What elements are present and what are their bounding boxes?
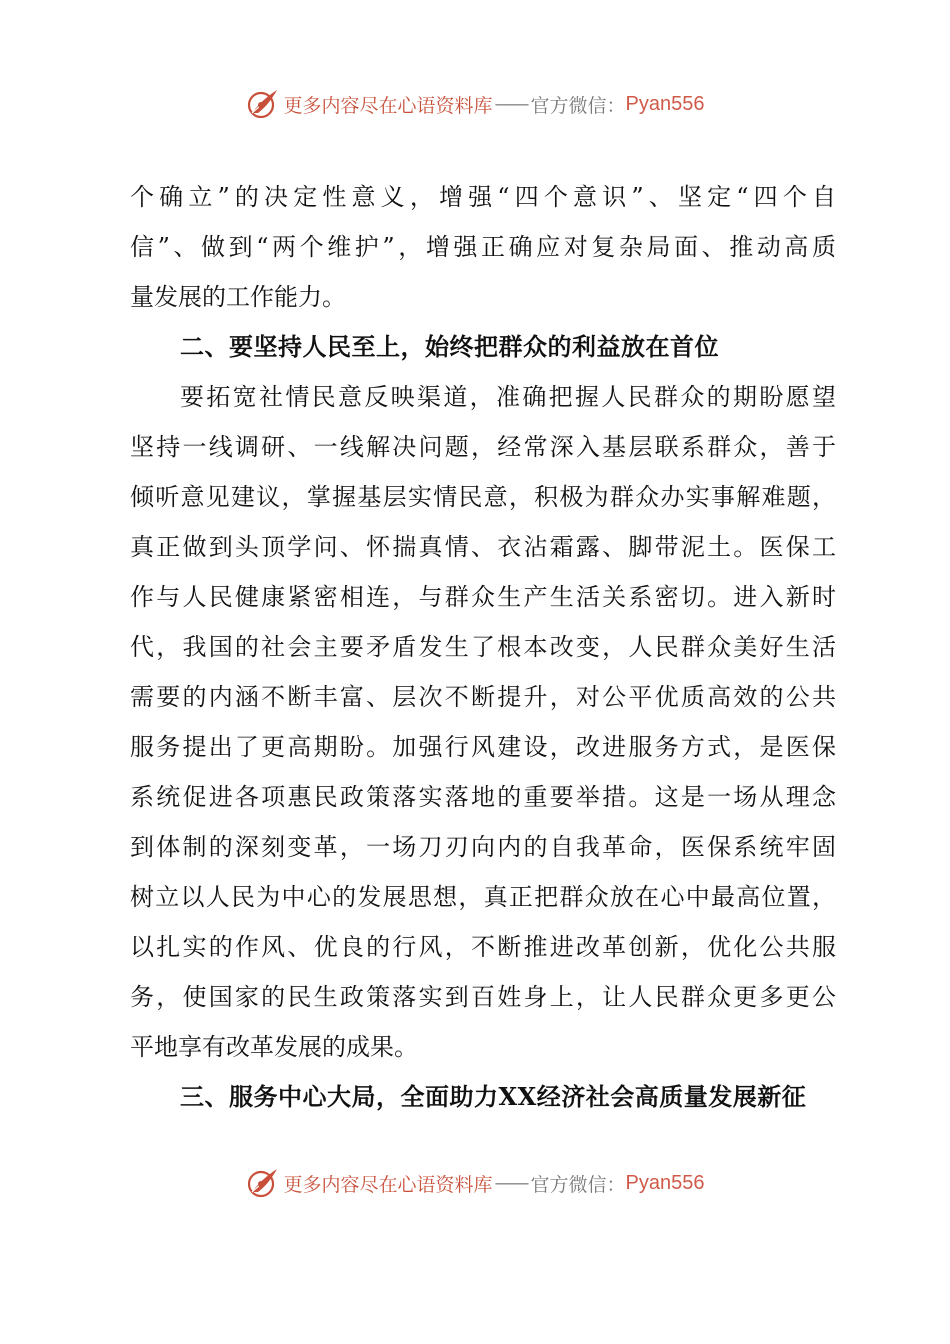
section-heading-3: 三、服务中心大局，全面助力XX经济社会高质量发展新征 [180, 1082, 807, 1111]
text-line: 倾听意见建议，掌握基层实情民意，积极为群众办实事解难题， [130, 483, 836, 511]
header-banner [0, 84, 950, 124]
text-line: 以扎实的作风、优良的行风，不断推进改革创新，优化公共服 [130, 933, 836, 961]
footer-wechat-label: 官方微信： [530, 1173, 626, 1196]
footer-banner [0, 1163, 950, 1203]
text-line: 个确立”的决定性意义，增强“四个意识”、坚定“四个自 [130, 183, 836, 211]
text-line: 坚持一线调研、一线解决问题，经常深入基层联系群众，善于 [130, 433, 836, 461]
text-line: 树立以人民为中心的发展思想，真正把群众放在心中最高位置， [130, 883, 836, 911]
text-line: 作与人民健康紧密相连，与群众生产生活关系密切。进入新时 [130, 583, 836, 611]
text-line: 服务提出了更高期盼。加强行风建设，改进服务方式，是医保 [130, 733, 836, 761]
footer-wechat-id: Pyan556 [625, 1171, 705, 1194]
quill-logo-icon [246, 1166, 280, 1200]
quill-logo-icon [246, 87, 280, 121]
text-line: 平地享有改革发展的成果。 [130, 1033, 418, 1061]
text-line: 务，使国家的民生政策落实到百姓身上，让人民群众更多更公 [130, 983, 836, 1011]
section-heading-2: 二、要坚持人民至上，始终把群众的利益放在首位 [180, 332, 719, 361]
text-line: 真正做到头顶学问、怀揣真情、衣沾霜露、脚带泥土。医保工 [130, 533, 836, 561]
paragraph-2 [130, 372, 836, 1072]
text-line: 信”、做到“两个维护”，增强正确应对复杂局面、推动高质 [130, 233, 836, 261]
text-line: 代，我国的社会主要矛盾发生了根本改变，人民群众美好生活 [130, 633, 836, 661]
header-dash: —— [494, 93, 527, 115]
header-brand-text: 更多内容尽在心语资料库 [283, 94, 493, 117]
text-line: 到体制的深刻变革，一场刀刃向内的自我革命，医保系统牢固 [130, 833, 836, 861]
footer-brand-text: 更多内容尽在心语资料库 [283, 1173, 493, 1196]
footer-dash: —— [494, 1172, 527, 1194]
text-line: 量发展的工作能力。 [130, 283, 346, 311]
header-wechat-label: 官方微信： [530, 94, 626, 117]
text-line: 要拓宽社情民意反映渠道，准确把握人民群众的期盼愿望 [180, 383, 836, 411]
header-wechat-id: Pyan556 [625, 92, 705, 115]
text-line: 需要的内涵不断丰富、层次不断提升，对公平优质高效的公共 [130, 683, 836, 711]
document-body [130, 172, 836, 1122]
text-line: 系统促进各项惠民政策落实落地的重要举措。这是一场从理念 [130, 783, 836, 811]
paragraph-1 [130, 172, 836, 322]
